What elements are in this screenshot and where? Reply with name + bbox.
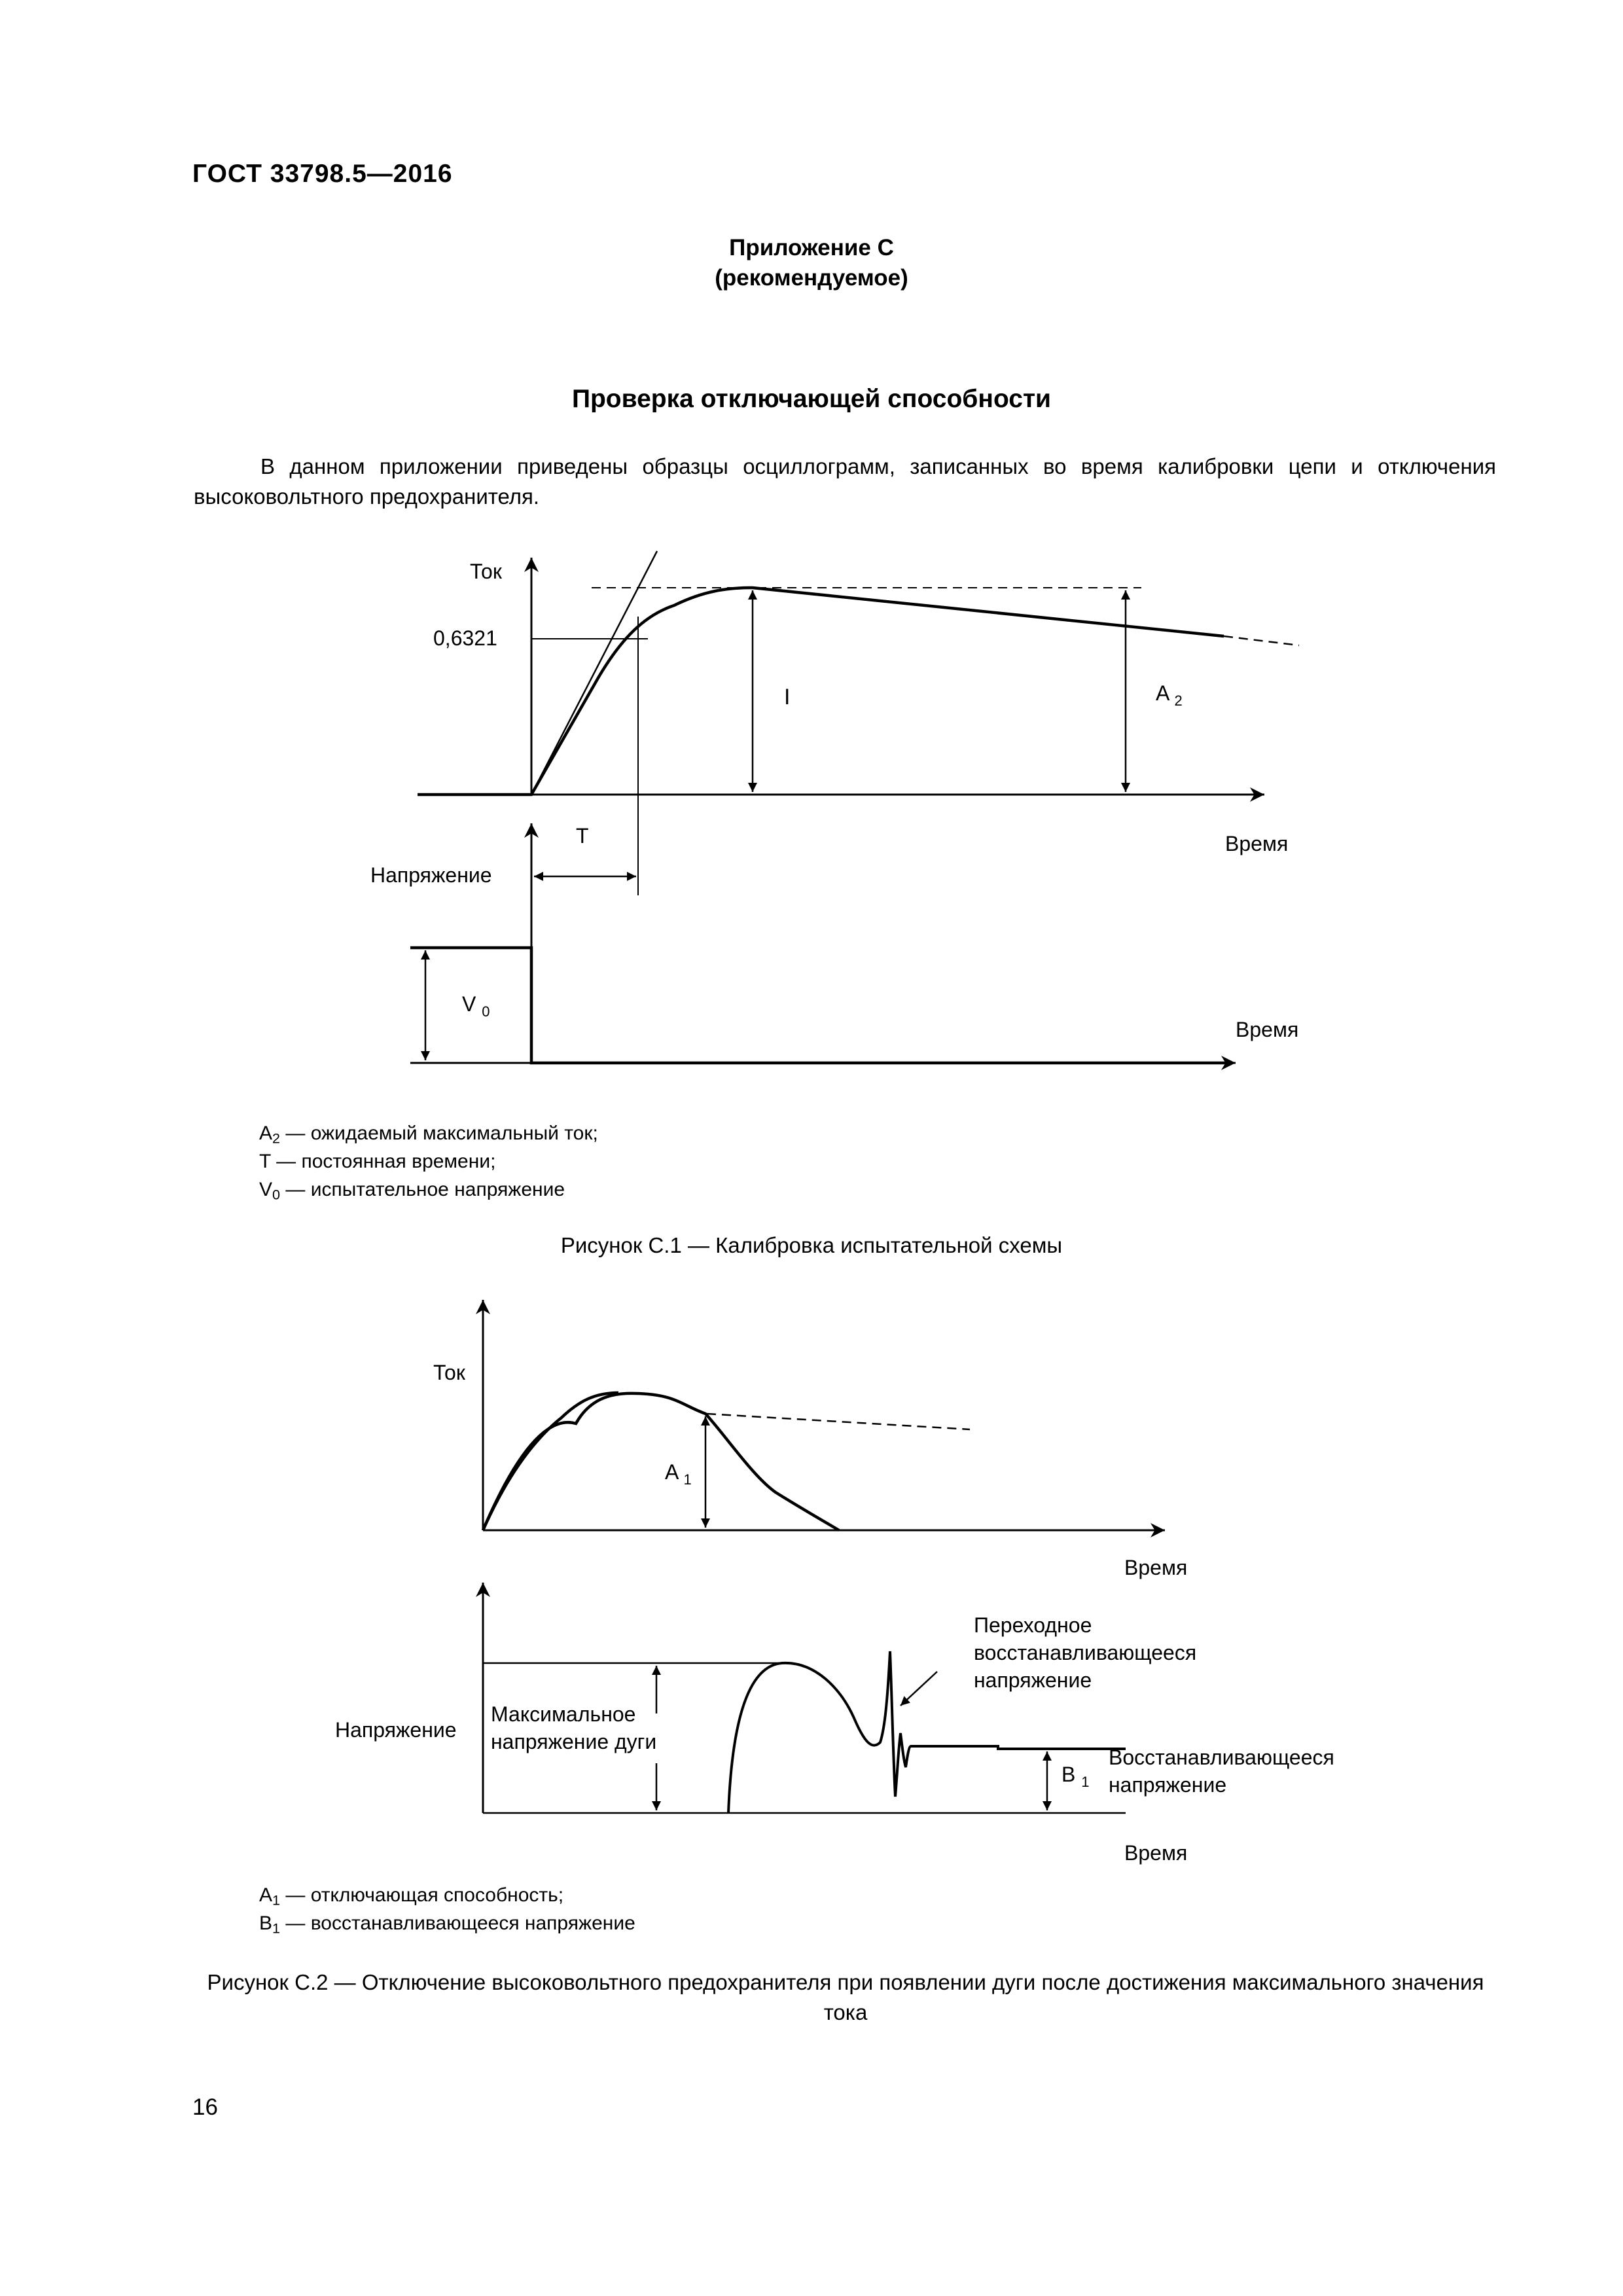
- annex-title: Приложение С: [729, 235, 894, 260]
- fig1-V0-symbol: V: [462, 992, 476, 1016]
- fig2-recovery-label-1: Восстанавливающееся: [1109, 1746, 1334, 1769]
- fig2-A1-symbol: A: [665, 1460, 678, 1484]
- fig2-current-axis-label: Ток: [433, 1361, 465, 1384]
- fig1-A2-subscript: 2: [1174, 692, 1183, 709]
- fig2-B1-subscript: 1: [1081, 1774, 1090, 1790]
- fig2-transient-label-3: напряжение: [974, 1668, 1092, 1692]
- fig2-current-curve: [483, 1393, 839, 1530]
- fig2-time-label-2: Время: [1124, 1841, 1188, 1865]
- fig2-A1-label: [665, 1460, 692, 1488]
- fig1-current-axis-label: Ток: [470, 560, 502, 583]
- intro-paragraph: В данном приложении приведены образцы осциллограмм, записанных во время калибровки цепи и отключения высоковольтного предохранителя.: [194, 454, 1496, 509]
- fig1-A2-label: [1156, 681, 1183, 709]
- fig1-T-label: T: [576, 824, 589, 848]
- fig2-B1-symbol: B: [1061, 1763, 1076, 1786]
- section-title: Проверка отключающей способности: [571, 385, 1052, 413]
- figure1-caption: Рисунок С.1 — Калибровка испытательной схемы: [560, 1233, 1063, 1257]
- legend-item: T — постоянная времени;: [259, 1151, 496, 1172]
- page-number: 16: [192, 2094, 218, 2120]
- annex-status: (рекомендуемое): [715, 265, 908, 291]
- fig1-V0-label: [462, 992, 490, 1020]
- fig2-time-label-1: Время: [1124, 1556, 1188, 1579]
- fig1-V0-subscript: 0: [482, 1003, 490, 1020]
- figure1-labels: [370, 560, 1298, 1041]
- fig1-current-dashed-extension: [1224, 636, 1299, 645]
- fig2-A1-subscript: 1: [683, 1471, 692, 1488]
- fig2-current-curve-rise: [483, 1393, 618, 1530]
- fig1-time-label-2: Время: [1236, 1018, 1299, 1041]
- figure1-diagram: [410, 551, 1299, 1063]
- figure1-legend: [259, 1119, 598, 1204]
- fig2-current-dashed-line: [707, 1414, 970, 1429]
- fig2-transient-label-2: восстанавливающееся: [974, 1641, 1197, 1664]
- fig1-I-label: I: [784, 685, 791, 709]
- fig1-level-label: 0,6321: [433, 626, 497, 650]
- fig1-time-label-1: Время: [1225, 832, 1289, 855]
- fig2-voltage-axis-label: Напряжение: [335, 1718, 457, 1742]
- fig2-max-arc-label-1: Максимальное: [491, 1702, 636, 1726]
- fig2-max-arc-label-2: напряжение дуги: [491, 1730, 657, 1753]
- fig1-A2-symbol: A: [1156, 681, 1169, 705]
- legend-item: $V_0$ — испытательное напряжение: [259, 1179, 565, 1203]
- fig1-voltage-axis-label: Напряжение: [370, 863, 492, 887]
- fig2-transient-label-1: Переходное: [974, 1613, 1092, 1637]
- fig2-transient-pointer: [901, 1672, 937, 1706]
- figure2-labels: [335, 1361, 1334, 1865]
- figure2-caption: Рисунок С.2 — Отключение высоковольтного предохранителя при появлении дуги после достижения максимального значения тока: [207, 1970, 1484, 2024]
- fig2-recovery-label-2: напряжение: [1109, 1773, 1227, 1797]
- fig2-B1-label: [1061, 1763, 1089, 1790]
- legend-item: $A_1$ — отключающая способность;: [259, 1884, 564, 1909]
- standard-header: ГОСТ 33798.5—2016: [192, 160, 453, 188]
- legend-item: $A_2$ — ожидаемый максимальный ток;: [259, 1122, 598, 1147]
- fig1-voltage-waveform: [410, 948, 1230, 1063]
- figure2-legend: [259, 1881, 635, 1937]
- fig1-current-curve: [418, 588, 1224, 795]
- legend-item: $B_1$ — восстанавливающееся напряжение: [259, 1912, 635, 1937]
